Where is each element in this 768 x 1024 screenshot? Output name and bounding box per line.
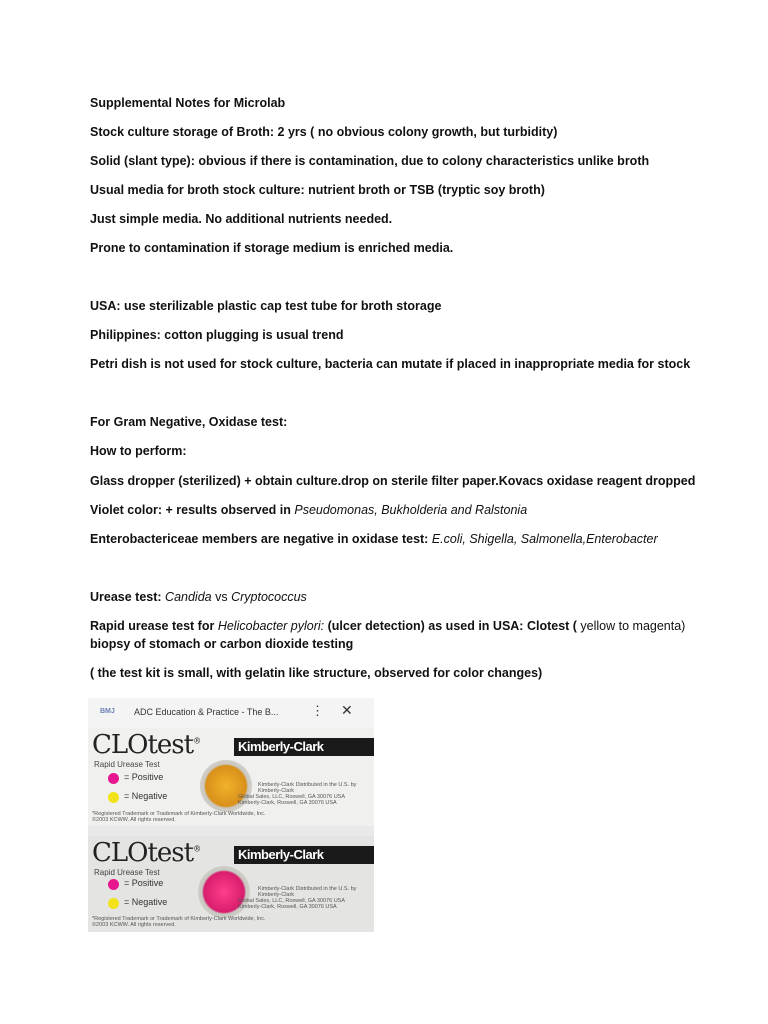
note-text: yellow to magenta) xyxy=(580,619,686,633)
positive-label: = Positive xyxy=(124,878,164,888)
distributor-text: Kimberly-Clark Distributed in the U.S. by Kimberly-Clark xyxy=(258,886,357,898)
note-line: Philippines: cotton plugging is usual trend xyxy=(90,328,344,342)
note-line: Glass dropper (sterilized) + obtain culture.drop on sterile filter paper.Kovacs oxidase reagent dropped xyxy=(90,474,696,488)
organism-names: E.coli, Shigella, Salmonella,Enterobacter xyxy=(431,532,658,546)
positive-swatch xyxy=(108,773,119,784)
note-text: vs xyxy=(211,590,232,604)
note-line: For Gram Negative, Oxidase test: xyxy=(90,415,288,429)
organism-names: Pseudomonas, Bukholderia and Ralstonia xyxy=(294,503,528,517)
positive-swatch xyxy=(108,879,119,890)
organism-name: Helicobacter pylori: xyxy=(217,619,325,633)
note-line xyxy=(90,531,658,547)
distributor-text: Kimberly-Clark Distributed in the U.S. by Kimberly-Clark xyxy=(258,782,357,794)
company-logo: Kimberly-Clark xyxy=(234,846,374,864)
subtitle: Rapid Urease Test xyxy=(94,760,160,769)
note-line: USA: use sterilizable plastic cap test tube for broth storage xyxy=(90,299,442,313)
note-line: Prone to contamination if storage medium is enriched media. xyxy=(90,241,454,255)
note-line xyxy=(90,502,527,518)
note-line xyxy=(90,589,307,605)
source-title: ADC Education & Practice - The B... xyxy=(134,707,279,717)
note-line: Stock culture storage of Broth: 2 yrs ( no obvious colony growth, but turbidity) xyxy=(90,125,558,139)
source-badge: BMJ xyxy=(100,708,115,715)
clotest-card-negative xyxy=(88,728,374,826)
trademark-text: *Registered Trademark or Trademark of Kimberly-Clark Worldwide, Inc. xyxy=(92,811,266,817)
note-text: Rapid urease test for xyxy=(90,619,218,633)
note-line: Solid (slant type): obvious if there is contamination, due to colony characteristics unlike broth xyxy=(90,154,650,168)
note-line: Usual media for broth stock culture: nutrient broth or TSB (tryptic soy broth) xyxy=(90,183,545,197)
note-text: Urease test: xyxy=(90,590,166,604)
positive-label: = Positive xyxy=(124,772,164,782)
organism-name: Candida xyxy=(165,590,212,604)
more-options-icon[interactable]: ⋮ xyxy=(311,703,324,718)
distributor-text: Global Sales, LLC, Roswell, GA 30076 USA xyxy=(238,898,346,904)
distributor-text: Global Sales, LLC, Roswell, GA 30076 USA xyxy=(238,794,346,800)
page-title: Supplemental Notes for Microlab xyxy=(90,96,286,110)
note-line: How to perform: xyxy=(90,444,187,458)
distributor-text: Kimberly-Clark, Roswell, GA 30076 USA xyxy=(238,904,337,910)
note-text: Violet color: + results observed in xyxy=(90,503,295,517)
note-line: ( the test kit is small, with gelatin like structure, observed for color changes) xyxy=(90,666,543,680)
image-source-bar xyxy=(88,698,374,729)
negative-label: = Negative xyxy=(124,791,168,801)
distributor-text: Kimberly-Clark, Roswell, GA 30076 USA xyxy=(238,800,337,806)
brand-logo: CLOtest® xyxy=(92,730,201,760)
negative-swatch xyxy=(108,898,119,909)
copyright-text: ©2003 KCWW. All rights reserved. xyxy=(92,922,176,928)
clotest-photo xyxy=(88,698,374,932)
negative-swatch xyxy=(108,792,119,803)
negative-label: = Negative xyxy=(124,897,168,907)
note-line: Petri dish is not used for stock culture, bacteria can mutate if placed in inappropriate media for stock xyxy=(90,357,691,371)
note-line: biopsy of stomach or carbon dioxide testing xyxy=(90,637,354,651)
close-icon[interactable]: ✕ xyxy=(341,702,353,718)
note-text: Enterobactericeae members are negative in oxidase test: xyxy=(90,532,432,546)
copyright-text: ©2003 KCWW. All rights reserved. xyxy=(92,817,176,823)
note-line xyxy=(90,618,685,634)
subtitle: Rapid Urease Test xyxy=(94,868,160,877)
note-line: Just simple media. No additional nutrients needed. xyxy=(90,212,393,226)
trademark-text: *Registered Trademark or Trademark of Kimberly-Clark Worldwide, Inc. xyxy=(92,916,266,922)
test-well-magenta xyxy=(198,866,250,918)
note-text: (ulcer detection) as used in USA: Clotest ( xyxy=(324,619,581,633)
company-logo: Kimberly-Clark xyxy=(234,738,374,756)
organism-name: Cryptococcus xyxy=(231,590,307,604)
clotest-card-positive xyxy=(88,836,374,932)
brand-logo: CLOtest® xyxy=(92,838,201,868)
